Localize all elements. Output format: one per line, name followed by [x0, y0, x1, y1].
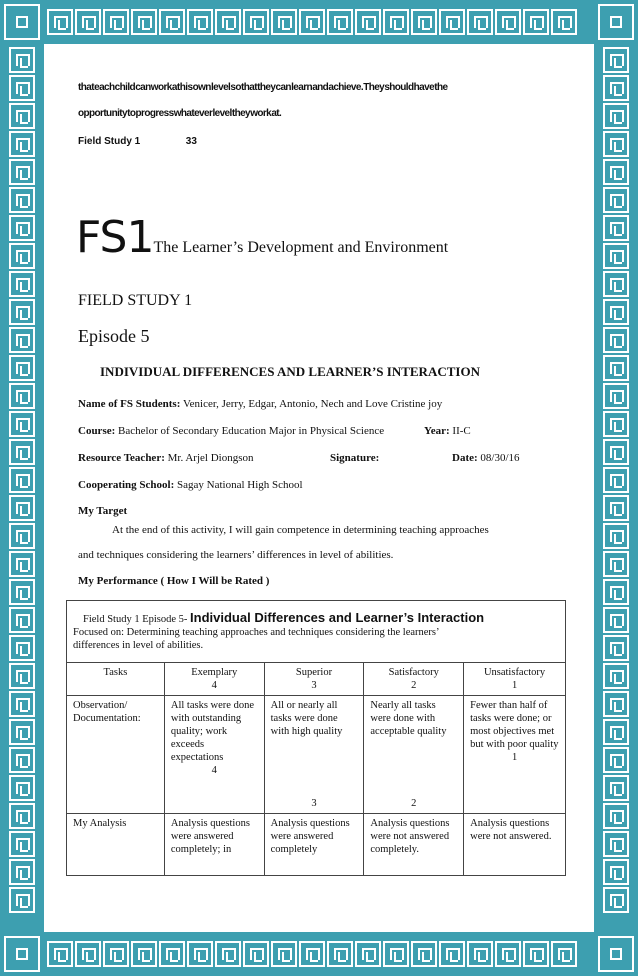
greek-key-tile: [523, 9, 549, 35]
students-line: [78, 398, 442, 410]
episode-label: Episode 5: [78, 326, 150, 346]
greek-key-tile: [355, 941, 381, 967]
target-text-line-1: At the end of this activity, I will gain competence in determining teaching approaches: [112, 524, 489, 536]
criteria-text: Nearly all tasks were done with acceptable quality: [370, 700, 447, 737]
greek-key-tile: [603, 131, 629, 157]
greek-key-tile: [439, 941, 465, 967]
year-value: II-C: [452, 425, 471, 437]
greek-key-tile: [215, 941, 241, 967]
greek-key-tile: [299, 9, 325, 35]
greek-key-tile: [495, 9, 521, 35]
students-value: Venicer, Jerry, Edgar, Antonio, Nech and Love Cristine joy: [182, 398, 443, 410]
greek-key-tile: [467, 941, 493, 967]
greek-key-tile: [603, 411, 629, 437]
greek-key-tile: [603, 47, 629, 73]
greek-key-tile: [47, 9, 73, 35]
greek-key-tile: [75, 941, 101, 967]
teacher-label: Resource Teacher:: [78, 452, 165, 464]
greek-key-tile: [9, 103, 35, 129]
column-score: 1: [511, 680, 518, 691]
greek-key-tile: [9, 439, 35, 465]
column-score: 2: [411, 680, 417, 691]
greek-key-tile: [327, 941, 353, 967]
greek-key-tile: [9, 467, 35, 493]
greek-key-tile: [411, 9, 437, 35]
students-label: Name of FS Students:: [78, 398, 181, 410]
greek-key-tile: [603, 439, 629, 465]
greek-key-tile: [9, 663, 35, 689]
column-name: Unsatisfactory: [483, 667, 546, 678]
greek-key-tile: [355, 9, 381, 35]
column-name: Satisfactory: [388, 667, 439, 678]
criteria-cell: Analysis questions were not answered completely.: [364, 814, 464, 876]
school-line: [78, 479, 303, 491]
target-heading: My Target: [78, 505, 128, 517]
date-label: Date:: [452, 452, 478, 464]
continuation-text-line-1: that each child can work at his own level so that they can learn and achieve. They should have the: [78, 82, 448, 93]
greek-key-tile: [603, 327, 629, 353]
greek-key-pattern: [602, 46, 630, 914]
greek-key-tile: [9, 47, 35, 73]
greek-key-tile: [299, 941, 325, 967]
greek-key-tile: [9, 775, 35, 801]
greek-key-tile: [603, 187, 629, 213]
criteria-cell: Analysis questions were answered completely; in: [164, 814, 264, 876]
greek-key-tile: [9, 887, 35, 913]
greek-key-tile: [131, 9, 157, 35]
greek-key-tile: [523, 941, 549, 967]
greek-key-tile: [603, 859, 629, 885]
rubric-table: [66, 600, 566, 876]
border-bottom: [0, 932, 638, 976]
greek-key-tile: [603, 159, 629, 185]
rubric-focus-line-1: Focused on: Determining teaching approaches and techniques considering the learners’: [73, 627, 440, 638]
greek-key-tile: [603, 579, 629, 605]
greek-key-tile: [159, 9, 185, 35]
greek-key-tile: [603, 803, 629, 829]
rubric-header-row: [67, 601, 566, 663]
footer-label: Field Study 1: [78, 136, 141, 147]
target-text-line-2: and techniques considering the learners’ differences in level of abilities.: [78, 549, 394, 561]
greek-key-tile: [551, 9, 577, 35]
greek-key-tile: [9, 831, 35, 857]
rubric-title: [73, 611, 559, 626]
rubric-row-observation: [67, 696, 566, 814]
greek-key-tile: [271, 941, 297, 967]
greek-key-tile: [603, 215, 629, 241]
column-header-unsatisfactory: [464, 663, 566, 696]
greek-key-tile: [603, 607, 629, 633]
greek-key-tile: [187, 941, 213, 967]
greek-key-tile: [9, 243, 35, 269]
greek-key-tile: [243, 941, 269, 967]
page-number: 33: [185, 136, 197, 147]
subtitle: The Learner’s Development and Environment: [153, 239, 449, 256]
course-value: Bachelor of Secondary Education Major in Physical Science: [118, 425, 385, 437]
greek-key-tile: [603, 103, 629, 129]
greek-key-tile: [9, 271, 35, 297]
greek-key-tile: [9, 411, 35, 437]
year-label: Year:: [424, 425, 450, 437]
criteria-cell: [264, 696, 364, 814]
criteria-text: Fewer than half of tasks were done; or most objectives met but with poor quality: [470, 700, 559, 750]
greek-key-tile: [327, 9, 353, 35]
teacher-value: Mr. Arjel Diongson: [167, 452, 254, 464]
column-header-superior: [264, 663, 364, 696]
fs1-logo: FS1: [76, 212, 154, 263]
greek-key-tile: [603, 719, 629, 745]
greek-key-tile: [603, 355, 629, 381]
border-top: [0, 0, 638, 44]
greek-key-tile: [9, 551, 35, 577]
greek-key-tile: [103, 9, 129, 35]
greek-key-tile: [603, 495, 629, 521]
greek-key-tile: [9, 495, 35, 521]
greek-key-tile: [603, 663, 629, 689]
greek-key-tile: [603, 887, 629, 913]
column-header-exemplary: [164, 663, 264, 696]
greek-key-tile: [603, 243, 629, 269]
column-name: Superior: [295, 667, 333, 678]
greek-key-tile: [383, 941, 409, 967]
greek-key-tile: [495, 941, 521, 967]
greek-key-tile: [9, 383, 35, 409]
school-value: Sagay National High School: [177, 479, 303, 491]
greek-key-pattern: [8, 46, 36, 914]
course-label: Course:: [78, 425, 116, 437]
column-header-satisfactory: [364, 663, 464, 696]
greek-key-tile: [9, 187, 35, 213]
criteria-cell: [364, 696, 464, 814]
greek-key-tile: [603, 747, 629, 773]
greek-key-tile: [9, 327, 35, 353]
criteria-cell: Analysis questions were answered completely: [264, 814, 364, 876]
rubric-title-main: Individual Differences and Learner’s Interaction: [190, 610, 485, 625]
corner-ornament: [598, 4, 634, 40]
greek-key-tile: [75, 9, 101, 35]
greek-key-pattern: [46, 940, 578, 968]
greek-key-tile: [47, 941, 73, 967]
greek-key-tile: [243, 9, 269, 35]
greek-key-tile: [9, 159, 35, 185]
greek-key-tile: [187, 9, 213, 35]
field-study-label: FIELD STUDY 1: [78, 292, 193, 309]
title-banner: [76, 212, 448, 263]
course-line: [78, 425, 384, 437]
greek-key-tile: [603, 299, 629, 325]
greek-key-tile: [9, 299, 35, 325]
greek-key-tile: [603, 831, 629, 857]
greek-key-tile: [9, 691, 35, 717]
performance-heading: My Performance ( How I Will be Rated ): [78, 575, 270, 587]
greek-key-tile: [411, 941, 437, 967]
episode-heading: INDIVIDUAL DIFFERENCES AND LEARNER’S INTERACTION: [100, 364, 480, 379]
criteria-score: 3: [311, 798, 317, 809]
greek-key-tile: [9, 523, 35, 549]
criteria-score: 2: [411, 798, 417, 809]
column-score: 3: [311, 680, 317, 691]
criteria-cell: [164, 696, 264, 814]
corner-ornament: [4, 4, 40, 40]
rubric-title-prefix: Field Study 1 Episode 5-: [83, 614, 188, 625]
greek-key-tile: [215, 9, 241, 35]
school-label: Cooperating School:: [78, 479, 175, 491]
criteria-text: All tasks were done with outstanding quality; work exceeds expectations: [170, 700, 254, 763]
greek-key-tile: [271, 9, 297, 35]
continuation-text-line-2: opportunity to progress whatever level they work at.: [78, 108, 282, 119]
rubric-row-analysis: [67, 814, 566, 876]
rubric-header-cell: [67, 601, 566, 663]
criteria-cell: [464, 696, 566, 814]
greek-key-tile: [439, 9, 465, 35]
criteria-score: 1: [511, 752, 518, 763]
criteria-score: 4: [211, 765, 217, 776]
column-header-tasks: [67, 663, 165, 696]
greek-key-tile: [603, 551, 629, 577]
greek-key-tile: [603, 383, 629, 409]
greek-key-tile: [603, 467, 629, 493]
greek-key-tile: [603, 775, 629, 801]
border-left: [0, 0, 44, 976]
greek-key-tile: [551, 941, 577, 967]
criteria-text: All or nearly all tasks were done with high quality: [270, 700, 343, 737]
greek-key-tile: [603, 75, 629, 101]
corner-ornament: [4, 936, 40, 972]
column-score: 4: [211, 680, 217, 691]
column-name: Exemplary: [191, 667, 238, 678]
greek-key-tile: [9, 131, 35, 157]
greek-key-tile: [9, 355, 35, 381]
border-right: [594, 0, 638, 976]
task-cell: My Analysis: [67, 814, 165, 876]
criteria-cell: Analysis questions were not answered.: [464, 814, 566, 876]
greek-key-tile: [103, 941, 129, 967]
greek-key-tile: [9, 75, 35, 101]
greek-key-tile: [131, 941, 157, 967]
greek-key-tile: [9, 747, 35, 773]
teacher-line: [78, 452, 254, 464]
greek-key-tile: [9, 579, 35, 605]
rubric-column-row: [67, 663, 566, 696]
greek-key-tile: [603, 635, 629, 661]
greek-key-tile: [9, 215, 35, 241]
greek-key-tile: [383, 9, 409, 35]
signature-field: [330, 452, 379, 464]
greek-key-tile: [159, 941, 185, 967]
greek-key-tile: [9, 607, 35, 633]
greek-key-tile: [9, 803, 35, 829]
greek-key-tile: [603, 523, 629, 549]
date-field: [452, 452, 520, 464]
corner-ornament: [598, 936, 634, 972]
greek-key-tile: [467, 9, 493, 35]
year-field: [424, 425, 471, 437]
greek-key-tile: [9, 719, 35, 745]
column-name: Tasks: [103, 667, 128, 678]
greek-key-pattern: [46, 8, 578, 36]
rubric-focus-line-2: differences in level of abilities.: [73, 640, 204, 651]
greek-key-tile: [603, 691, 629, 717]
greek-key-tile: [603, 271, 629, 297]
greek-key-tile: [9, 635, 35, 661]
signature-label: Signature:: [330, 452, 380, 464]
greek-key-tile: [9, 859, 35, 885]
page-footer: [78, 136, 197, 147]
task-cell: Observation/ Documentation:: [67, 696, 165, 814]
date-value: 08/30/16: [480, 452, 520, 464]
